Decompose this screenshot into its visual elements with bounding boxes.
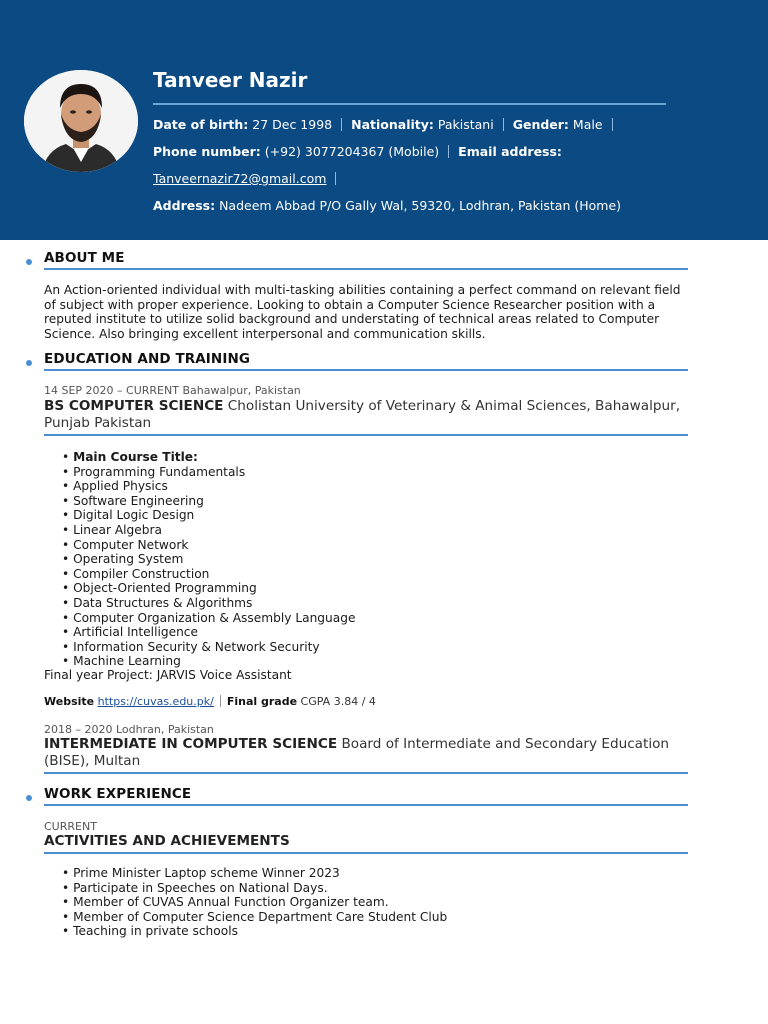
course-item: • Software Engineering bbox=[62, 494, 355, 509]
contact-info-line bbox=[153, 144, 562, 159]
separator bbox=[612, 118, 613, 131]
education-2-title bbox=[44, 736, 684, 769]
separator bbox=[341, 118, 342, 131]
nationality-value: Pakistani bbox=[437, 117, 494, 132]
course-item: • Compiler Construction bbox=[62, 567, 355, 582]
header-banner bbox=[0, 0, 768, 240]
activity-item: • Participate in Speeches on National Days. bbox=[62, 881, 447, 896]
course-list bbox=[62, 450, 355, 669]
dob-label: Date of birth: bbox=[153, 117, 249, 132]
education-2-degree: INTERMEDIATE IN COMPUTER SCIENCE bbox=[44, 736, 338, 752]
address-label: Address: bbox=[153, 198, 216, 213]
course-item: • Machine Learning bbox=[62, 654, 355, 669]
course-item: • Information Security & Network Security bbox=[62, 640, 355, 655]
activities-list bbox=[62, 866, 447, 939]
section-divider bbox=[44, 268, 688, 270]
personal-info-line bbox=[153, 117, 622, 132]
nationality-label: Nationality: bbox=[351, 117, 434, 132]
about-text: An Action-oriented individual with multi-tasking abilities containing a perfect command on relevant field of subject with proper experience. Looking to obtain a Computer Science Researcher position with a reputed institute to utilize solid background and understating of technical areas related to Computer Science. Also bringing excellent interpersonal and communication skills. bbox=[44, 283, 681, 341]
course-item: • Artificial Intelligence bbox=[62, 625, 355, 640]
about-section-title: ABOUT ME bbox=[44, 250, 125, 266]
separator bbox=[448, 145, 449, 158]
education-2-meta: 2018 – 2020 Lodhran, Pakistan bbox=[44, 723, 214, 736]
work-heading-text: ACTIVITIES AND ACHIEVEMENTS bbox=[44, 833, 290, 849]
separator bbox=[220, 695, 221, 707]
activity-item: • Teaching in private schools bbox=[62, 924, 447, 939]
section-bullet bbox=[26, 360, 32, 366]
course-item: • Computer Organization & Assembly Language bbox=[62, 611, 355, 626]
separator bbox=[335, 172, 336, 185]
section-bullet bbox=[26, 795, 32, 801]
education-1-meta: 14 SEP 2020 – CURRENT Bahawalpur, Pakistan bbox=[44, 384, 301, 397]
activity-item: • Member of CUVAS Annual Function Organizer team. bbox=[62, 895, 447, 910]
name-divider bbox=[153, 103, 666, 105]
course-item: • Linear Algebra bbox=[62, 523, 355, 538]
website-grade-line bbox=[44, 695, 376, 708]
email-link[interactable]: Tanveernazir72@gmail.com bbox=[153, 171, 327, 186]
phone-value: (+92) 3077204367 (Mobile) bbox=[264, 144, 440, 159]
education-2-institution: Board of Intermediate and Secondary Education (BISE), Multan bbox=[44, 736, 670, 769]
course-item: • Applied Physics bbox=[62, 479, 355, 494]
section-divider bbox=[44, 369, 688, 371]
course-item: • Programming Fundamentals bbox=[62, 465, 355, 480]
address-value: Nadeem Abbad P/O Gally Wal, 59320, Lodhran, Pakistan (Home) bbox=[219, 198, 622, 213]
education-1-institution: Cholistan University of Veterinary & Animal Sciences, Bahawalpur, Punjab Pakistan bbox=[44, 398, 681, 431]
candidate-name: Tanveer Nazir bbox=[153, 68, 308, 92]
grade-value: CGPA 3.84 / 4 bbox=[300, 695, 376, 708]
grade-label: Final grade bbox=[226, 695, 298, 708]
section-divider bbox=[44, 804, 688, 806]
separator bbox=[503, 118, 504, 131]
education-section-title: EDUCATION AND TRAINING bbox=[44, 351, 251, 367]
gender-value: Male bbox=[572, 117, 603, 132]
work-section-title: WORK EXPERIENCE bbox=[44, 786, 192, 802]
final-project: Final year Project: JARVIS Voice Assistant bbox=[44, 668, 292, 682]
dob-value: 27 Dec 1998 bbox=[252, 117, 333, 132]
phone-label: Phone number: bbox=[153, 144, 261, 159]
work-meta: CURRENT bbox=[44, 820, 97, 833]
course-item: • Object-Oriented Programming bbox=[62, 581, 355, 596]
entry-divider bbox=[44, 434, 688, 436]
gender-label: Gender: bbox=[512, 117, 569, 132]
address-line bbox=[153, 198, 621, 213]
entry-divider bbox=[44, 852, 688, 854]
profile-photo bbox=[24, 70, 138, 172]
education-1-degree: BS COMPUTER SCIENCE bbox=[44, 398, 224, 414]
course-item: • Computer Network bbox=[62, 538, 355, 553]
course-item: • Digital Logic Design bbox=[62, 508, 355, 523]
work-heading bbox=[44, 833, 684, 850]
email-line bbox=[153, 171, 345, 186]
course-heading bbox=[62, 450, 355, 465]
course-heading-text: Main Course Title: bbox=[73, 450, 198, 464]
course-item: • Data Structures & Algorithms bbox=[62, 596, 355, 611]
website-link[interactable]: https://cuvas.edu.pk/ bbox=[97, 695, 214, 708]
email-label: Email address: bbox=[458, 144, 562, 159]
education-1-title bbox=[44, 398, 684, 431]
activity-item: • Prime Minister Laptop scheme Winner 2023 bbox=[62, 866, 447, 881]
entry-divider bbox=[44, 772, 688, 774]
activity-item: • Member of Computer Science Department Care Student Club bbox=[62, 910, 447, 925]
course-item: • Operating System bbox=[62, 552, 355, 567]
website-label: Website bbox=[44, 695, 95, 708]
section-bullet bbox=[26, 259, 32, 265]
